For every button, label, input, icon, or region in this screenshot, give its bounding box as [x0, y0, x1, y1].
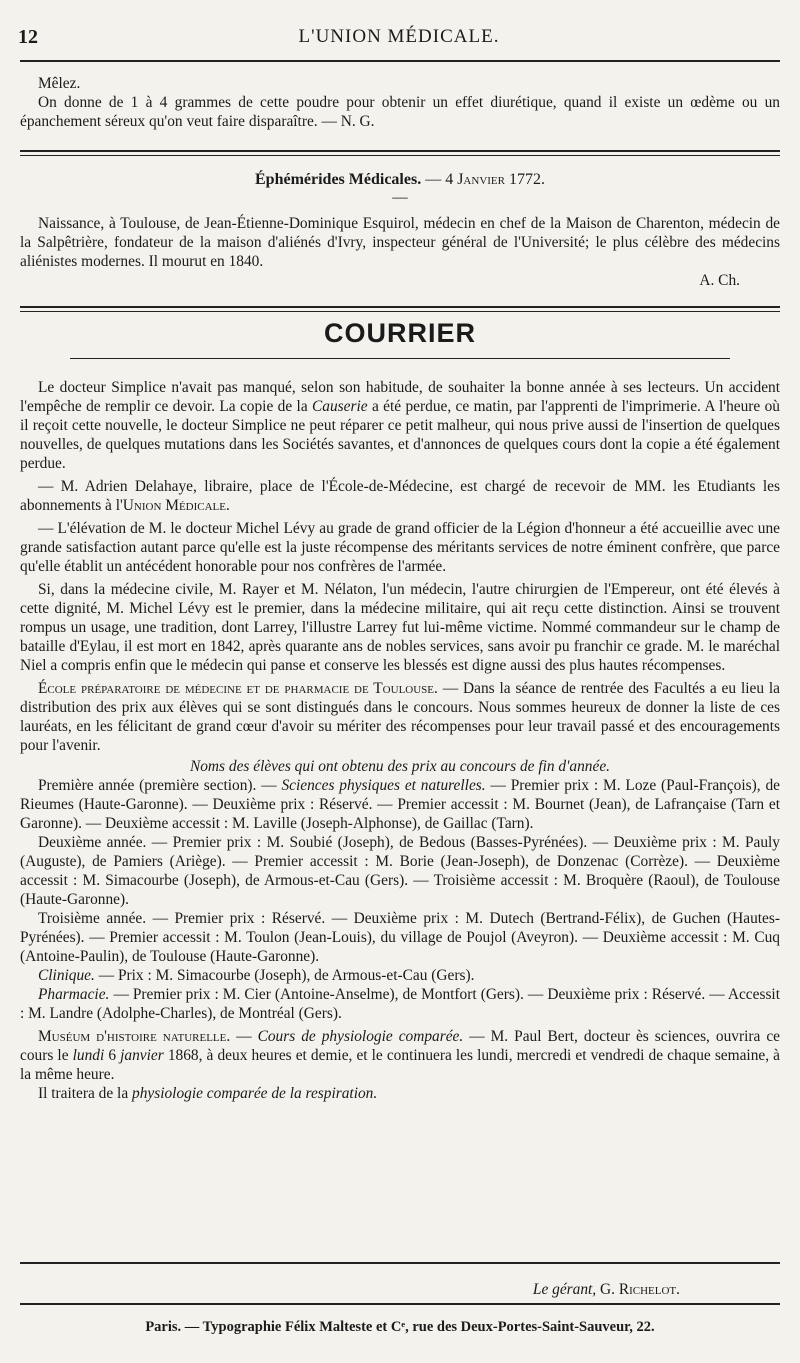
prizes-first-year: Première année (première section). — Sciences physiques et naturelles. — Premier prix : M. Loze (Paul-François), de Rieumes (Haute-Garonne). — Deuxième prix : Réservé. — Premier accessit : M. Bournet (Jean), de Lafrançaise (Tarn et Garonne). — Deuxième accessit : M. Laville (Joseph-Alphonse), de Gaillac (Tarn). — [20, 777, 780, 832]
page-number: 12 — [18, 26, 38, 48]
causerie-italic: Causerie — [312, 398, 368, 415]
courrier-rule-bottom — [20, 311, 780, 312]
courrier-underline — [70, 358, 730, 359]
gerant-signature: Le gérant, G. Richelot. — [532, 1281, 680, 1298]
ephemerides-text: Naissance, à Toulouse, de Jean-Étienne-Dominique Esquirol, médecin en chef de la Maison de Charenton, médecin de la Salpêtrière, fondateur de la maison d'aliénés d'Ivry, inspecteur général de l'Université; le plus célèbre des médecins aliénistes modernes. Il mourut en 1840. — [20, 215, 780, 270]
ephemerides-signature: A. Ch. — [699, 272, 740, 289]
ephemerides-date: — 4 Janvier 1772. — [425, 171, 545, 188]
courrier-title: COURRIER — [323, 318, 476, 348]
courrier-paragraph-5: École préparatoire de médecine et de pharmacie de Toulouse. — Dans la séance de rentrée des Facultés a eu lieu la distribution des prix aux élèves qui se sont distingués dans le concours. Nous sommes heureux de donner la liste de ces lauréats, en les félicitant de grand cœur d'avoir su mériter des récompenses pour leur travail passé et des encouragements pour l'avenir. — [20, 680, 780, 754]
ephemerides-dash: — — [392, 189, 408, 206]
toulouse-school-name: École préparatoire de médecine et de pharmacie de Toulouse. — [38, 680, 438, 697]
prizes-second-year: Deuxième année. — Premier prix : M. Soubié (Joseph), de Bedous (Basses-Pyrénées). — Deuxième prix : M. Pauly (Auguste), de Pamiers (Ariège). — Premier accessit : M. Borie (Jean-Joseph), de Donzenac (Corrèze). — Deuxième accessit : M. Simacourbe (Joseph), de Armous-et-Cau (Gers). — Troisième accessit : M. Broquère (Raoul), de Toulouse (Haute-Garonne). — [20, 834, 780, 908]
recipe-line-1: Mêlez. — [38, 75, 81, 92]
prizes-third-year: Troisième année. — Premier prix : Réservé. — Deuxième prix : M. Dutech (Bertrand-Félix), de Guchen (Hautes-Pyrénées). — Premier accessit : M. Toulon (Jean-Louis), du village de Poujol (Aveyron). — Deuxième accessit : M. Cuq (Antoine-Paulin), de Toulouse (Haute-Garonne). — [20, 910, 780, 965]
section-rule-top — [20, 150, 780, 152]
journal-title: L'UNION MÉDICALE. — [298, 26, 500, 47]
footer-rule-top — [20, 1262, 780, 1264]
recipe-line-2: On donne de 1 à 4 grammes de cette poudre pour obtenir un effet diurétique, quand il existe un œdème ou un épanchement séreux qu'on veut faire disparaître. — N. G. — [20, 94, 780, 130]
courrier-paragraph-1: Le docteur Simplice n'avait pas manqué, selon son habitude, de souhaiter la bonne année à ses lecteurs. Un accident l'empêche de remplir ce devoir. La copie de la Causerie a été perdue, ce matin, par l'apprenti de l'imprimerie. A l'heure où il reçoit cette nouvelle, le docteur Simplice ne peut réparer ce petit malheur, qui nous prive aussi de l'insertion de quelques nouvelles, de quelques mutations dans les Sociétés savantes, et d'annonces de quelques cours dont la copie a été également perdue. — [20, 379, 780, 472]
ephemerides-block — [20, 214, 780, 290]
museum-last-line: Il traitera de la physiologie comparée de la respiration. — [38, 1085, 378, 1102]
prizes-pharmacie: Pharmacie. — Premier prix : M. Cier (Antoine-Anselme), de Montfort (Gers). — Deuxième prix : Réservé. — Accessit : M. Landre (Adolphe-Charles), de Montréal (Gers). — [20, 986, 780, 1022]
courrier-paragraph-4: Si, dans la médecine civile, M. Rayer et M. Nélaton, l'un médecin, l'autre chirurgien de l'Empereur, ont été élevés à cette dignité, M. Michel Lévy est le premier, dans la médecine militaire, qui ait reçu cette distinction. Ainsi se trouvent rompus un usage, une tradition, dont Larrey, l'illustre Larrey fut lui-même victime. Nommé commandeur sur le champ de bataille d'Eylau, il est mort en 1842, après quarante ans de nobles services, sans avoir pu franchir ce grade. M. le maréchal Niel a compris enfin que le médecin qui panse et conserve les blessés est digne aussi des plus hautes récompenses. — [20, 581, 780, 674]
courrier-paragraph-3: — L'élévation de M. le docteur Michel Lévy au grade de grand officier de la Légion d'honneur a été accueillie avec une grande satisfaction autant parce qu'elle est la juste récompense des méritants services de notre éminent confrère, que parce qu'elle établit un antécédent honorable pour nos confrères de l'armée. — [20, 520, 780, 575]
section-rule-bottom — [20, 155, 780, 156]
prize-list-title: Noms des élèves qui ont obtenu des prix au concours de fin d'année. — [189, 758, 611, 775]
header-rule — [20, 60, 780, 62]
courrier-rule-top — [20, 306, 780, 308]
page-header — [18, 26, 780, 56]
footer-rule-bottom — [20, 1303, 780, 1305]
museum-paragraph: Muséum d'histoire naturelle. — Cours de physiologie comparée. — M. Paul Bert, docteur ès sciences, ouvrira ce cours le lundi 6 janvier 1868, à deux heures et demie, et le continuera les lundi, mercredi et vendredi de chaque semaine, à la même heure. — [20, 1028, 781, 1083]
courrier-paragraph-2: — M. Adrien Delahaye, libraire, place de l'École-de-Médecine, est chargé de recevoir de MM. les Etudiants les abonnements à l'Union Médicale. — [20, 478, 780, 514]
prizes-clinique: Clinique. — Prix : M. Simacourbe (Joseph), de Armous-et-Cau (Gers). — [38, 967, 475, 984]
museum-name: Muséum d'histoire naturelle. — [38, 1028, 231, 1045]
recipe-block — [20, 74, 780, 131]
ephemerides-title: Éphémérides Médicales. — [255, 171, 422, 188]
ephemerides-heading — [20, 170, 780, 189]
courrier-body — [20, 378, 780, 1103]
union-medicale-name: Union Médicale — [122, 497, 226, 514]
imprint-line: Paris. — Typographie Félix Malteste et Cᵉ, rue des Deux-Portes-Saint-Sauveur, 22. — [145, 1319, 655, 1335]
